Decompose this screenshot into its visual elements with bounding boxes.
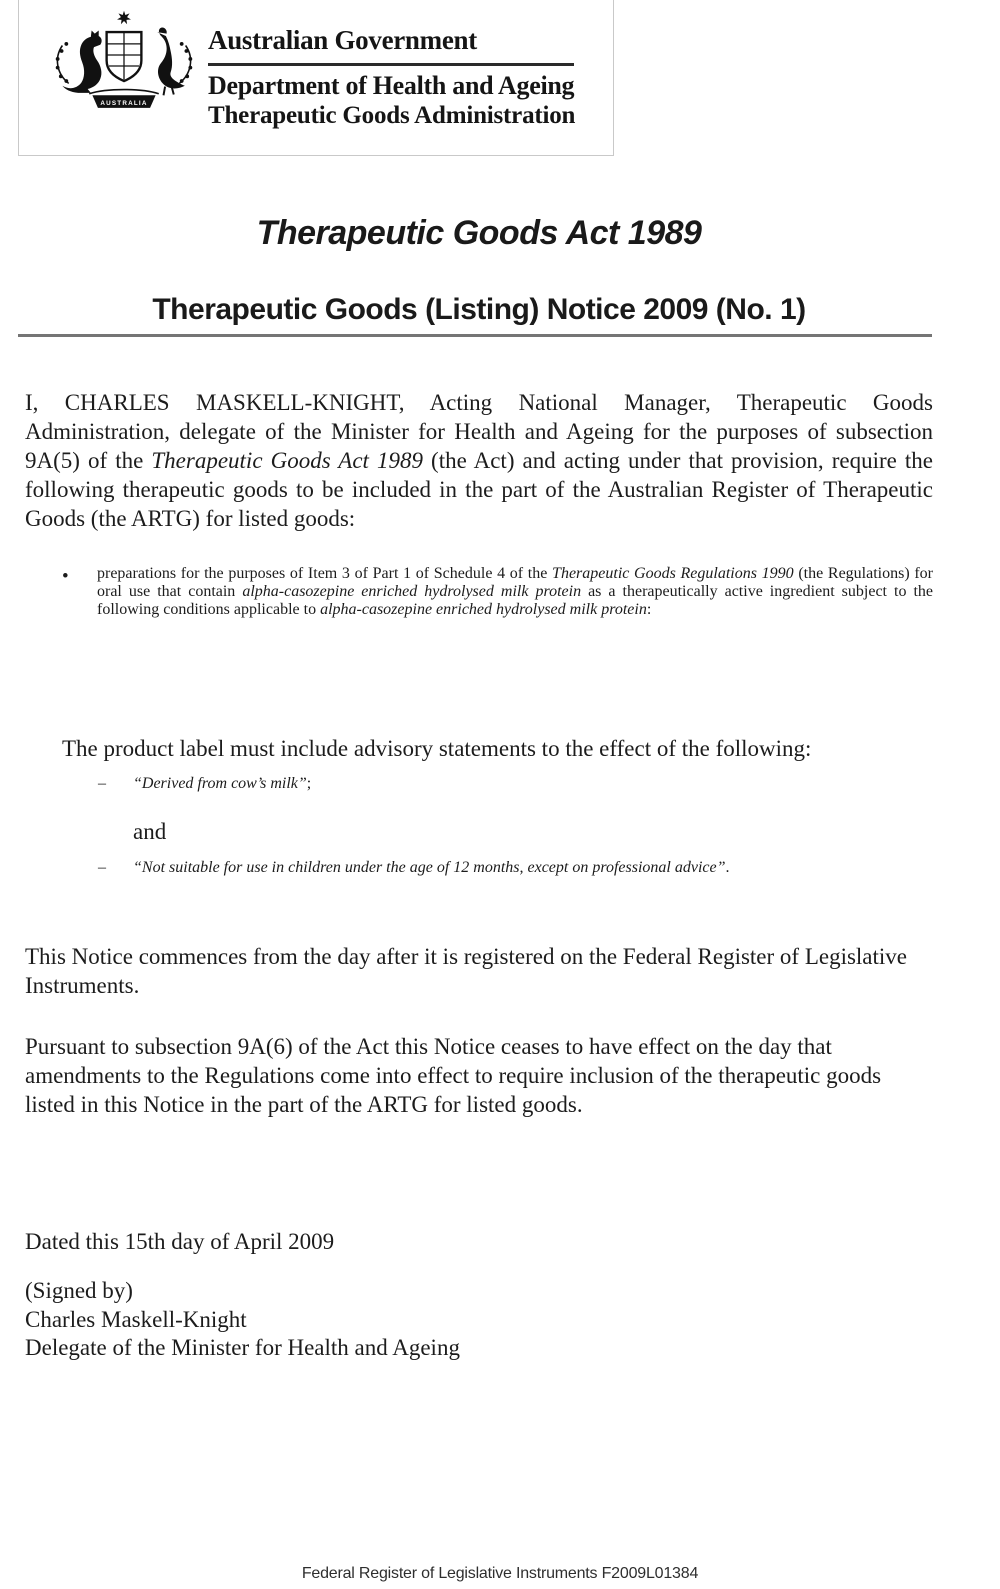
signatory-title: Delegate of the Minister for Health and Ageing [25,1335,460,1360]
bullet-marker: • [62,566,69,587]
intro-paragraph: I, CHARLES MASKELL-KNIGHT, Acting National Manager, Therapeutic Goods Administration, delegate of the Minister for Health and Ageing for the purposes of subsection 9A(5) of the Therapeutic Goods Act 1989 (the Act) and acting under that provision, require the following therapeutic goods to be included in the part of the Australian Register of Therapeutic Goods (the ARTG) for listed goods: [25,390,934,531]
signed-by-line: (Signed by) [25,1278,133,1303]
advisory-item-2-text: “Not suitable for use in children under the age of 12 months, except on professional advice”. [133,859,730,876]
advisory-intro-paragraph: The product label must include advisory statements to the effect of the following: [62,736,812,761]
dash-marker: – [98,775,106,792]
commonwealth-star-icon [117,11,131,25]
title-underline [18,334,932,337]
emu-silhouette [157,28,185,89]
logo-department-name: Department of Health and Ageing [208,71,575,100]
advisory-connector: and [133,819,167,844]
bullet-item-text: preparations for the purposes of Item 3 of Part 1 of Schedule 4 of the Therapeutic Goods Regulations 1990 (the Regulations) for oral use that contain alpha-casozepine enriched hydrolysed milk protein as a therapeutically active ingredient subject to the following conditions applicable to alpha-casozepine enriched hydrolysed milk protein: [97,565,934,618]
signature-block [25,1277,933,1363]
bullet-list-item [62,565,933,619]
australia-banner-text: AUSTRALIA [100,99,148,107]
logo-divider [208,63,574,66]
logo-agency-name: Therapeutic Goods Administration [208,102,576,129]
notice-title: Therapeutic Goods (Listing) Notice 2009 (No. 1) [152,293,806,326]
signatory-name: Charles Maskell-Knight [25,1306,247,1332]
advisory-item-1 [98,775,933,793]
australian-coat-of-arms-icon [45,5,203,135]
advisory-item-1-text: “Derived from cow’s milk”; [133,775,312,792]
dated-line: Dated this 15th day of April 2009 [25,1229,335,1254]
cessation-paragraph: Pursuant to subsection 9A(6) of the Act this Notice ceases to have effect on the day that amendments to the Regulations come into effect to require inclusion of the therapeutic goods listed in this Notice in the part of the ARTG for listed goods. [25,1034,882,1117]
commencement-paragraph: This Notice commences from the day after it is registered on the Federal Register of Legislative Instruments. [25,944,908,998]
tga-letterhead [18,0,614,156]
dash-marker: – [98,859,106,876]
logo-government-title: Australian Government [208,25,477,55]
register-footer: Federal Register of Legislative Instruments F2009L01384 [301,1565,699,1582]
act-title: Therapeutic Goods Act 1989 [256,214,702,252]
advisory-item-2 [98,859,933,877]
